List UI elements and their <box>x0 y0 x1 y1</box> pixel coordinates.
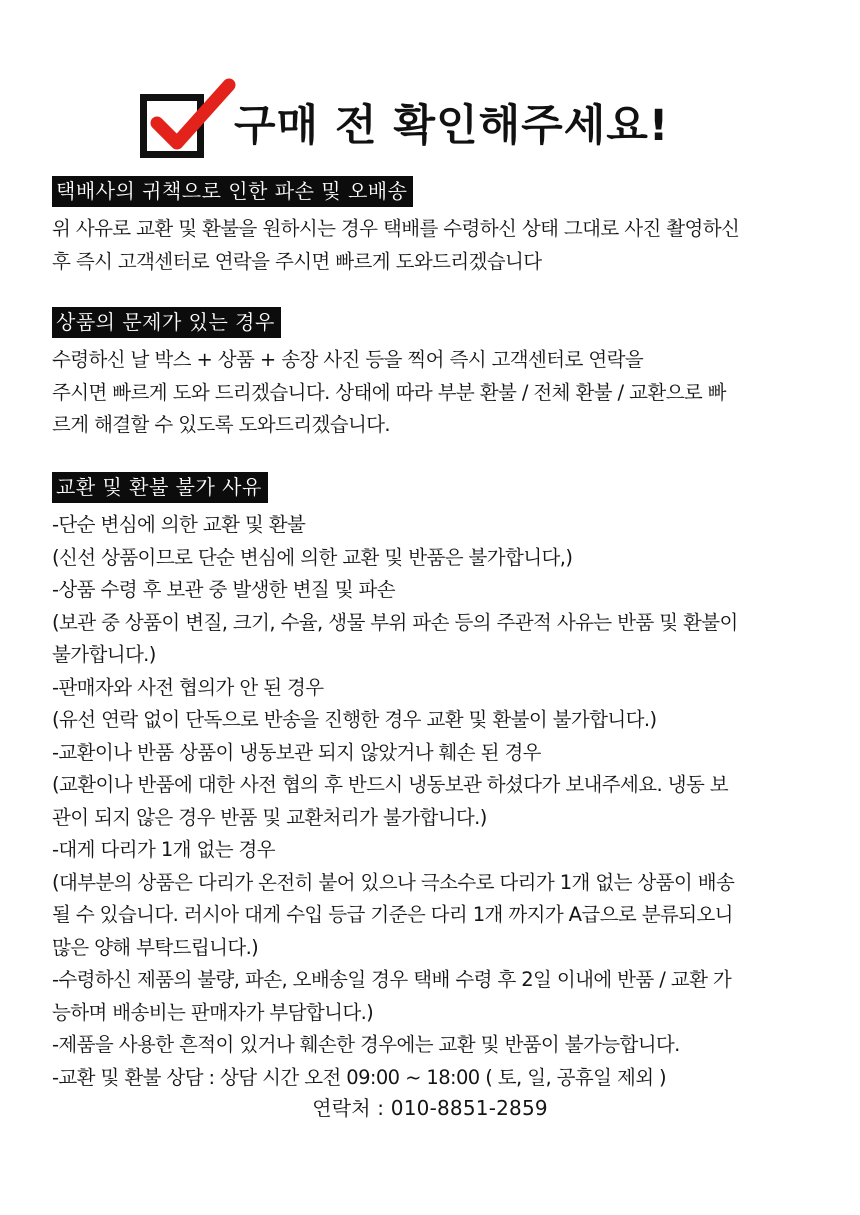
text-line: 주시면 빠르게 도와 드리겠습니다. 상태에 따라 부분 환불 / 전체 환불 / 교환으로 빠 <box>52 380 726 404</box>
section-title: 택배사의 귀책으로 인한 파손 및 오배송 <box>52 176 413 207</box>
page-title: 구매 전 확인해주세요! <box>234 100 670 151</box>
text-line: 수령하신 날 박스 + 상품 + 송장 사진 등을 찍어 즉시 고객센터로 연락을 <box>52 348 644 371</box>
text-line: 위 사유로 교환 및 환불을 원하시는 경우 택배를 수령하신 상태 그대로 사진 촬영하신 <box>52 217 740 240</box>
header <box>140 82 669 162</box>
text-line: (신선 상품이므로 단순 변심에 의한 교환 및 반품은 불가합니다,) <box>52 545 573 569</box>
section-title: 교환 및 환불 불가 사유 <box>52 472 268 503</box>
text-line: 관이 되지 않은 경우 반품 및 교환처리가 불가합니다.) <box>52 805 487 829</box>
text-line: 후 즉시 고객센터로 연락을 주시면 빠르게 도와드리겠습니다 <box>52 249 542 273</box>
section-no-refund-reasons <box>52 472 822 1094</box>
text-line: -제품을 사용한 흔적이 있거나 훼손한 경우에는 교환 및 반품이 불가능합니다. <box>52 1033 680 1056</box>
text-line: -교환 및 환불 상담 : 상담 시간 오전 09:00 ~ 18:00 ( 토, 일, 공휴일 제외 ) <box>52 1065 667 1089</box>
checkbox-icon <box>140 94 204 158</box>
text-line: 많은 양해 부탁드립니다.) <box>52 935 259 959</box>
text-line: -판매자와 사전 협의가 안 된 경우 <box>52 675 324 699</box>
text-line: 능하며 배송비는 판매자가 부담합니다.) <box>52 1000 374 1024</box>
text-line: -교환이나 반품 상품이 냉동보관 되지 않았거나 훼손 된 경우 <box>52 740 541 764</box>
section-body <box>52 509 822 1094</box>
text-line: -단순 변심에 의한 교환 및 환불 <box>52 513 306 536</box>
text-line: 불가합니다.) <box>52 643 156 666</box>
text-line: -대게 다리가 1개 없는 경우 <box>52 838 276 861</box>
section-title: 상품의 문제가 있는 경우 <box>52 307 281 338</box>
text-line: 될 수 있습니다. 러시아 대게 수입 등급 기준은 다리 1개 까지가 A급으로 분류되오니 <box>52 903 733 926</box>
text-line: -상품 수령 후 보관 중 발생한 변질 및 파손 <box>52 578 396 601</box>
text-line: (교환이나 반품에 대한 사전 협의 후 반드시 냉동보관 하셨다가 보내주세요. 냉동 보 <box>52 773 729 796</box>
contact-info: 연락처 : 010-8851-2859 <box>312 1096 548 1120</box>
section-body <box>52 344 822 442</box>
section-product-issue <box>52 307 822 442</box>
text-line: (유선 연락 없이 단독으로 반송을 진행한 경우 교환 및 환불이 불가합니다.) <box>52 708 657 731</box>
text-line: 르게 해결할 수 있도록 도와드리겠습니다. <box>52 413 391 436</box>
section-body <box>52 213 822 278</box>
section-damage-missent <box>52 176 822 278</box>
text-line: (보관 중 상품이 변질, 크기, 수율, 생물 부위 파손 등의 주관적 사유는 반품 및 환불이 <box>52 610 738 634</box>
text-line: -수령하신 제품의 불량, 파손, 오배송일 경우 택배 수령 후 2일 이내에 반품 / 교환 가 <box>52 968 732 991</box>
text-line: (대부분의 상품은 다리가 온전히 붙어 있으나 극소수로 다리가 1개 없는 상품이 배송 <box>52 870 735 894</box>
checkmark-icon <box>151 79 241 159</box>
